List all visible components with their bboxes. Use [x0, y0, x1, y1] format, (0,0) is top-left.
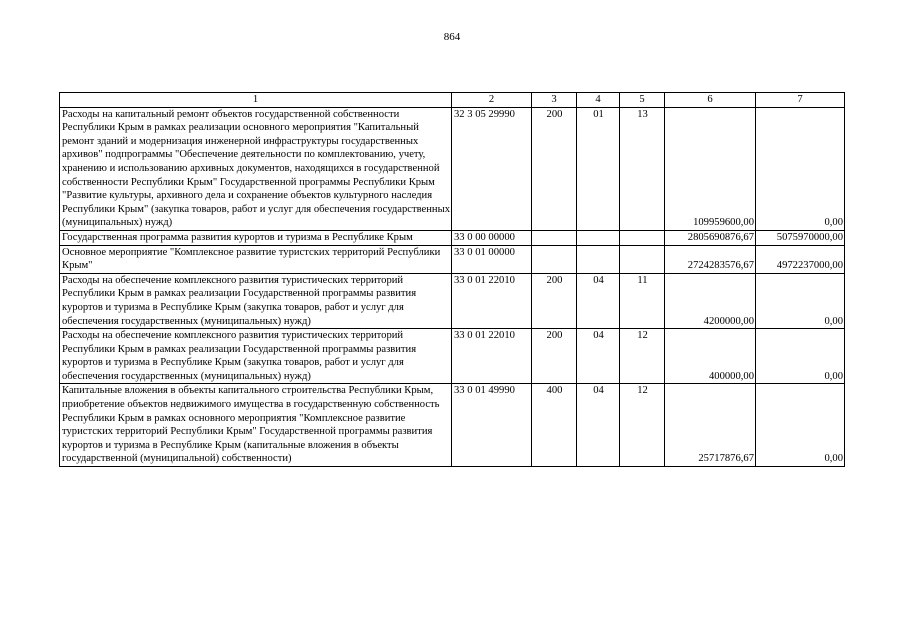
page-number: 864	[443, 31, 461, 43]
column-number-row	[60, 93, 845, 108]
target-code-cell: 33 0 01 22010	[452, 273, 532, 328]
row-name-cell: Государственная программа развития курортов и туризма в Республике Крым	[60, 230, 452, 245]
amount-year2-cell: 4972237000,00	[756, 245, 845, 273]
target-code-cell: 32 3 05 29990	[452, 107, 532, 230]
column-header: 2	[452, 93, 532, 108]
section-cell	[577, 245, 620, 273]
amount-year1-cell: 25717876,67	[665, 384, 756, 467]
amount-year1-cell: 400000,00	[665, 329, 756, 384]
row-name-cell: Расходы на капитальный ремонт объектов государственной собственности Республики Крым в рамках реализации основного мероприятия "Капитальный ремонт зданий и модернизация инженерной инфраструктуры государственных архивов" подпрограммы "Обеспечение деятельности по комплектованию, учету, хранению и использованию архивных документов, находящихся в государственной собственности Республики Крым" Государственной программы Республики Крым "Развитие культуры, архивного дела и сохранение объектов культурного наследия Республики Крым" (закупка товаров, работ и услуг для обеспечения государственных (муниципальных) нужд)	[60, 107, 452, 230]
column-header: 4	[577, 93, 620, 108]
table-row	[60, 245, 845, 273]
row-name-cell: Расходы на обеспечение комплексного развития туристических территорий Республики Крым в рамках реализации Государственной программы развития курортов и туризма в Республике Крым (закупка товаров, работ и услуг для обеспечения государственных (муниципальных) нужд)	[60, 329, 452, 384]
column-header: 7	[756, 93, 845, 108]
amount-year2-cell: 0,00	[756, 384, 845, 467]
column-header: 1	[60, 93, 452, 108]
target-code-cell: 33 0 01 49990	[452, 384, 532, 467]
column-header: 6	[665, 93, 756, 108]
amount-year1-cell: 2724283576,67	[665, 245, 756, 273]
subsection-cell	[620, 245, 665, 273]
expense-type-cell: 200	[532, 273, 577, 328]
column-header: 3	[532, 93, 577, 108]
subsection-cell: 13	[620, 107, 665, 230]
target-code-cell: 33 0 01 00000	[452, 245, 532, 273]
expense-type-cell	[532, 230, 577, 245]
section-cell: 01	[577, 107, 620, 230]
amount-year2-cell: 0,00	[756, 273, 845, 328]
table-body	[60, 93, 845, 467]
table-row	[60, 273, 845, 328]
expense-type-cell	[532, 245, 577, 273]
row-name-cell: Основное мероприятие "Комплексное развитие туристских территорий Республики Крым"	[60, 245, 452, 273]
target-code-cell: 33 0 01 22010	[452, 329, 532, 384]
expense-type-cell: 400	[532, 384, 577, 467]
section-cell: 04	[577, 329, 620, 384]
table-row	[60, 329, 845, 384]
subsection-cell: 12	[620, 329, 665, 384]
table-row	[60, 384, 845, 467]
budget-table	[59, 92, 845, 467]
amount-year1-cell: 109959600,00	[665, 107, 756, 230]
section-cell: 04	[577, 384, 620, 467]
amount-year1-cell: 4200000,00	[665, 273, 756, 328]
amount-year2-cell: 5075970000,00	[756, 230, 845, 245]
subsection-cell: 12	[620, 384, 665, 467]
section-cell: 04	[577, 273, 620, 328]
table-row	[60, 107, 845, 230]
subsection-cell	[620, 230, 665, 245]
target-code-cell: 33 0 00 00000	[452, 230, 532, 245]
section-cell	[577, 230, 620, 245]
column-header: 5	[620, 93, 665, 108]
subsection-cell: 11	[620, 273, 665, 328]
row-name-cell: Расходы на обеспечение комплексного развития туристических территорий Республики Крым в рамках реализации Государственной программы развития курортов и туризма в Республике Крым (закупка товаров, работ и услуг для обеспечения государственных (муниципальных) нужд)	[60, 273, 452, 328]
expense-type-cell: 200	[532, 329, 577, 384]
amount-year2-cell: 0,00	[756, 107, 845, 230]
expense-type-cell: 200	[532, 107, 577, 230]
amount-year2-cell: 0,00	[756, 329, 845, 384]
table-row	[60, 230, 845, 245]
amount-year1-cell: 2805690876,67	[665, 230, 756, 245]
row-name-cell: Капитальные вложения в объекты капитального строительства Республики Крым, приобретение объектов недвижимого имущества в государственную собственность Республики Крым в рамках основного мероприятия "Комплексное развитие туристских территорий Республики Крым" Государственной программы развития курортов и туризма в Республике Крым (капитальные вложения в объекты государственной (муниципальной) собственности)	[60, 384, 452, 467]
